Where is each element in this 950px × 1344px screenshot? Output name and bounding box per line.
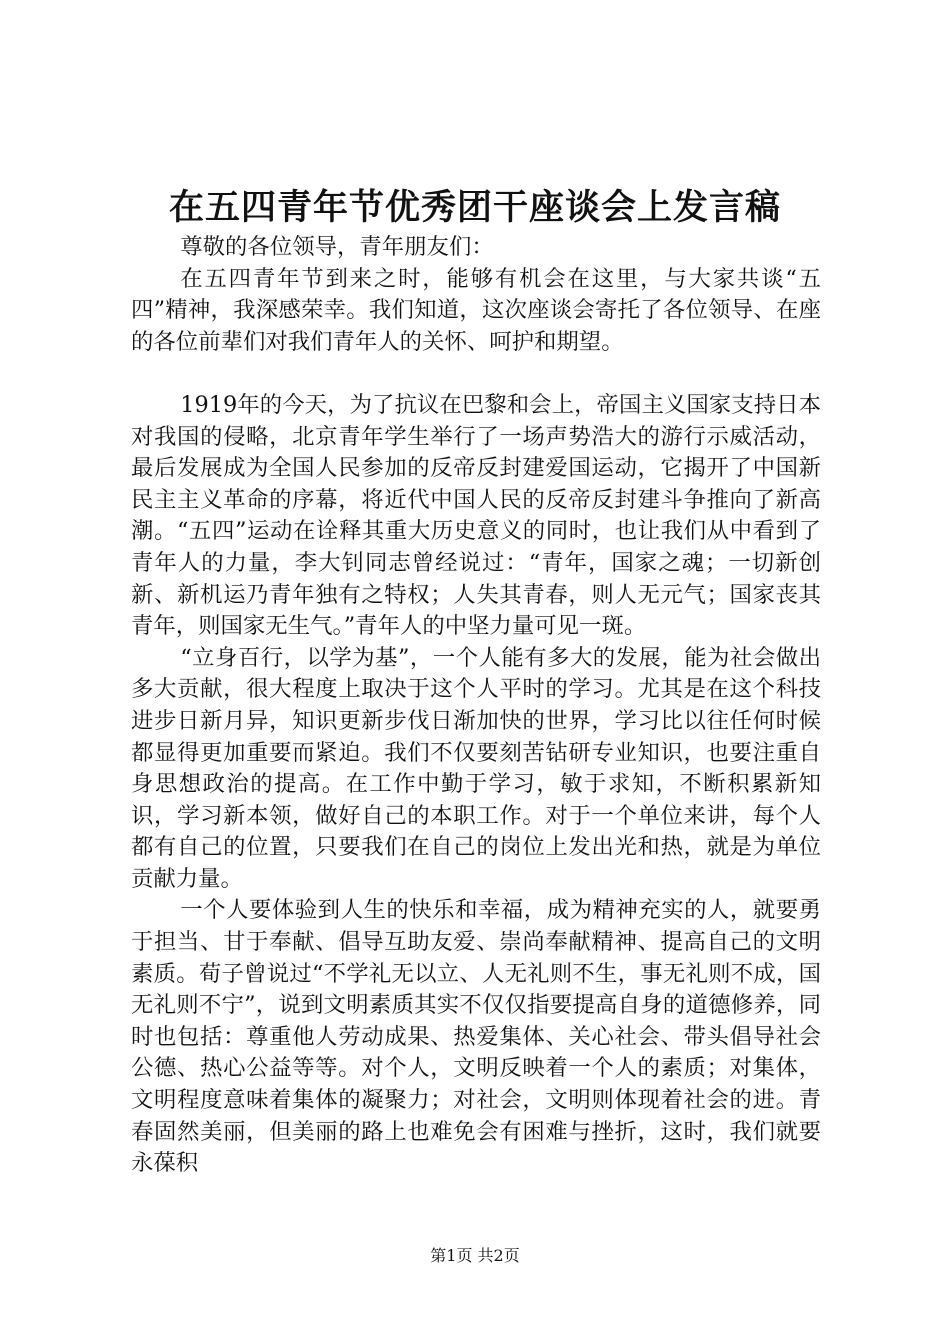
paragraph-2: 1919年的今天，为了抗议在巴黎和会上，帝国主义国家支持日本对我国的侵略，北京青年学生举行了一场声势浩大的游行示威活动，最后发展成为全国人民参加的反帝反封建爱国运动，它揭开了中国新民主主义革命的序幕，将近代中国人民的反帝反封建斗争推向了新高潮。“五四”运动在诠释其重大历史意义的同时，也让我们从中看到了青年人的力量，李大钊同志曾经说过：“青年，国家之魂；一切新创新、新机运乃青年独有之特权；人失其青春，则人无元气；国家丧其青年，则国家无生气。”青年人的中坚力量可见一斑。 [131,391,821,640]
page-footer: 第1页 共2页 [430,1246,520,1265]
paragraph-1: 在五四青年节到来之时，能够有机会在这里，与大家共谈“五四”精神，我深感荣幸。我们知道，这次座谈会寄托了各位领导、在座的各位前辈们对我们青年人的关怀、呵护和期望。 [131,265,821,355]
salutation: 尊敬的各位领导，青年朋友们： [180,234,494,260]
document-title: 在五四青年节优秀团干座谈会上发言稿 [168,187,781,228]
paragraph-4: 一个人要体验到人生的快乐和幸福，成为精神充实的人，就要勇于担当、甘于奉献、倡导互助友爱、崇尚奉献精神、提高自己的文明素质。荀子曾说过“不学礼无以立、人无礼则不生，事无礼则不成，国无礼则不宁”，说到文明素质其实不仅仅指要提高自身的道德修养，同时也包括：尊重他人劳动成果、热爱集体、关心社会、带头倡导社会公德、热心公益等等。对个人，文明反映着一个人的素质；对集体，文明程度意味着集体的凝聚力；对社会，文明则体现着社会的进。青春固然美丽，但美丽的路上也难免会有困难与挫折，这时，我们就要永葆积 [131,897,821,1177]
paragraph-3: “立身百行，以学为基”，一个人能有多大的发展，能为社会做出多大贡献，很大程度上取决于这个人平时的学习。尤其是在这个科技进步日新月异，知识更新步伐日渐加快的世界，学习比以往任何时候都显得更加重要而紧迫。我们不仅要刻苦钻研专业知识，也要注重自身思想政治的提高。在工作中勤于学习，敏于求知，不断积累新知识，学习新本领，做好自己的本职工作。对于一个单位来讲，每个人都有自己的位置，只要我们在自己的岗位上发出光和热，就是为单位贡献力量。 [131,644,821,892]
document-body [131,232,821,1180]
